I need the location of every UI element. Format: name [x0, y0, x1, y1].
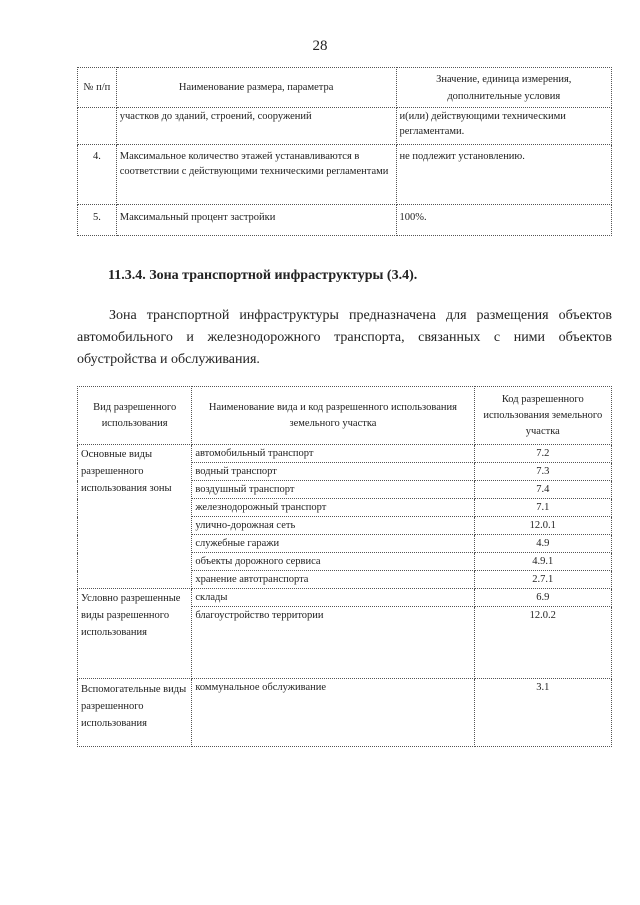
use-code: 12.0.2: [474, 607, 611, 679]
category-conditional-uses: Условно разрешенные виды разрешенного использования: [78, 589, 192, 679]
row-number: 5.: [78, 205, 117, 236]
use-code: 4.9: [474, 535, 611, 553]
section-heading: 11.3.4. Зона транспортной инфраструктуры (3.4).: [108, 268, 418, 283]
row-parameter-name: участков до зданий, строений, сооружений: [116, 108, 396, 145]
use-name: служебные гаражи: [192, 535, 474, 553]
use-name: коммунальное обслуживание: [192, 679, 474, 747]
row-number: 4.: [78, 145, 117, 205]
category-auxiliary-uses: Вспомогательные виды разрешенного использования: [78, 679, 192, 747]
use-name: водный транспорт: [192, 463, 474, 481]
use-name: благоустройство территории: [192, 607, 474, 679]
row-value: и(или) действующими техническими регламентами.: [396, 108, 611, 145]
table-row: [78, 589, 612, 607]
table-header-row: [78, 68, 612, 108]
header-number: № п/п: [78, 68, 117, 108]
row-value: не подлежит установлению.: [396, 145, 611, 205]
use-code: 3.1: [474, 679, 611, 747]
page-number: 28: [312, 38, 328, 54]
table-row: [78, 445, 612, 463]
header-use-type: Вид разрешенного использования: [78, 387, 192, 445]
header-parameter-name: Наименование размера, параметра: [116, 68, 396, 108]
building-parameters-table: [77, 67, 612, 236]
table-row: [78, 679, 612, 747]
use-code: 2.7.1: [474, 571, 611, 589]
table-row: [78, 205, 612, 236]
header-use-name: Наименование вида и код разрешенного использования земельного участка: [192, 387, 474, 445]
use-code: 7.1: [474, 499, 611, 517]
use-name: железнодорожный транспорт: [192, 499, 474, 517]
section-intro-paragraph: Зона транспортной инфраструктуры предназначена для размещения объектов автомобильного и железнодорожного транспорта, связанных с ними объектов обустройства и обслуживания.: [77, 308, 612, 367]
use-name: автомобильный транспорт: [192, 445, 474, 463]
header-use-code: Код разрешенного использования земельного участка: [474, 387, 611, 445]
use-code: 6.9: [474, 589, 611, 607]
use-name: улично-дорожная сеть: [192, 517, 474, 535]
use-name: склады: [192, 589, 474, 607]
use-code: 12.0.1: [474, 517, 611, 535]
row-parameter-name: Максимальное количество этажей устанавливаются в соответствии с действующими техническими регламентами: [116, 145, 396, 205]
table-header-row: [78, 387, 612, 445]
use-code: 7.2: [474, 445, 611, 463]
use-name: воздушный транспорт: [192, 481, 474, 499]
use-code: 4.9.1: [474, 553, 611, 571]
row-value: 100%.: [396, 205, 611, 236]
permitted-use-table: [77, 386, 612, 747]
row-parameter-name: Максимальный процент застройки: [116, 205, 396, 236]
header-value: Значение, единица измерения, дополнительные условия: [396, 68, 611, 108]
use-code: 7.3: [474, 463, 611, 481]
table-row: [78, 108, 612, 145]
use-name: хранение автотранспорта: [192, 571, 474, 589]
use-code: 7.4: [474, 481, 611, 499]
table-row: [78, 145, 612, 205]
category-main-uses: Основные виды разрешенного использования зоны: [78, 445, 192, 589]
row-number: [78, 108, 117, 145]
use-name: объекты дорожного сервиса: [192, 553, 474, 571]
